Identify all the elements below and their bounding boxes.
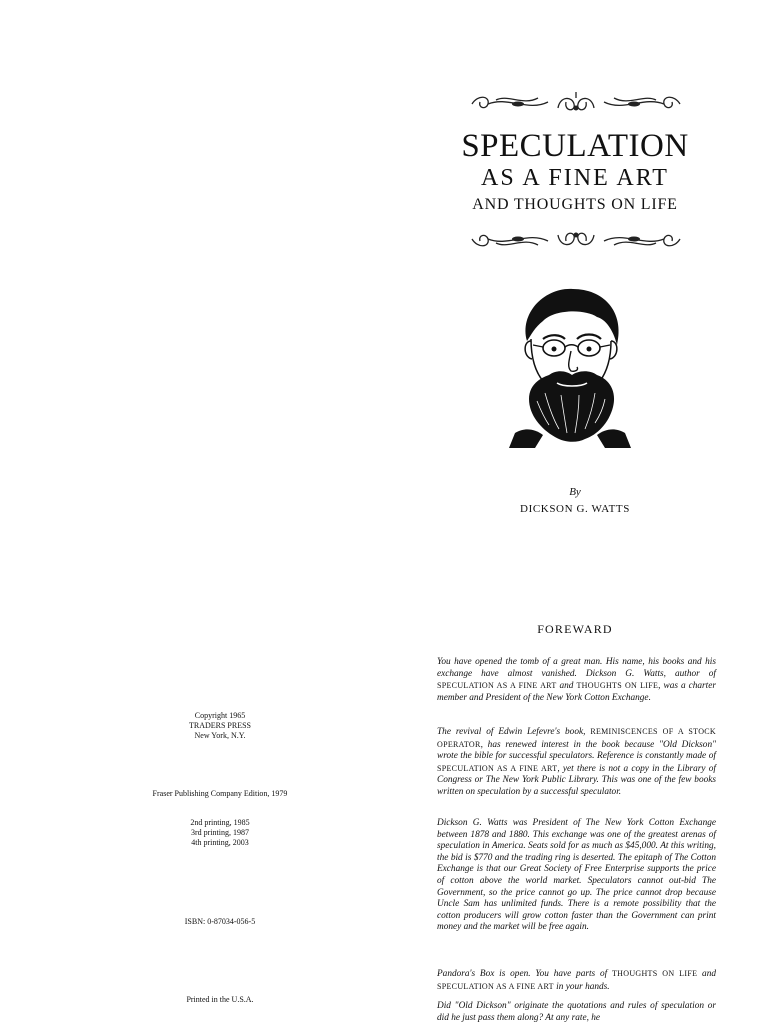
- by-line: By: [569, 486, 581, 498]
- copyright-line: Copyright 1965: [194, 711, 246, 720]
- top-ornament: [468, 90, 684, 116]
- author-name: DICKSON G. WATTS: [520, 503, 630, 515]
- book-title-ref: SPECULATION AS A FINE ART: [437, 981, 554, 991]
- book-title-ref: THOUGHTS ON LIFE: [576, 681, 659, 691]
- book-title-ref: REMINISCENCES OF A STOCK OPERATOR: [437, 727, 716, 749]
- copyright-block: [150, 711, 290, 741]
- book-title: SPECULATION: [461, 128, 689, 164]
- printed-in: Printed in the U.S.A.: [186, 995, 254, 1004]
- foreward-heading: FOREWARD: [537, 622, 613, 636]
- isbn: ISBN: 0-87034-056-5: [184, 917, 256, 926]
- foreward-paragraph-2: The revival of Edwin Lefevre's book, REMINISCENCES OF A STOCK OPERATOR, has renewed interest in the book because "Old Dickson" wrote the bible for successful speculators. Reference is constantly made of SPECULATION AS A FINE ART, yet there is not a copy in the Library of Congress or The New York Public Library. This was one of the few books written on speculation by a successful speculator.: [437, 727, 716, 797]
- book-title-ref: SPECULATION AS A FINE ART: [437, 681, 557, 691]
- book-title-ref: THOUGHTS ON LIFE: [611, 969, 698, 978]
- publisher-city: New York, N.Y.: [194, 731, 246, 740]
- foreward-paragraph-1: You have opened the tomb of a great man. His name, his books and his exchange have almost vanished. Dickson G. Watts, author of SPECULATION AS A FINE ART and THOUGHTS ON LIFE, was a charter member and President of the New York Cotton Exchange.: [437, 657, 716, 703]
- book-title-ref: SPECULATION AS A FINE ART: [437, 763, 558, 773]
- foreward-paragraph-5: Did "Old Dickson" originate the quotations and rules of speculation or did he just pass them along? At any rate, he: [437, 1001, 716, 1023]
- publisher-name: TRADERS PRESS: [188, 721, 252, 730]
- author-portrait: [505, 283, 635, 448]
- book-subtitle: AS A FINE ART: [481, 165, 669, 191]
- printing-history: 2nd printing, 1985 3rd printing, 1987 4th printing, 2003: [190, 818, 250, 847]
- edition-line: Fraser Publishing Company Edition, 1979: [152, 789, 288, 798]
- foreward-paragraph-3: Dickson G. Watts was President of The New York Cotton Exchange between 1878 and 1880. This exchange was one of the greatest arenas of speculation in America. Seats sold for as much as $45,000. At this writing, the bid is $770 and the trading ring is deserted. The epitaph of The Cotton Exchange is that our Great Society of Free Enterprise supports the price of cotton above the world market. Speculators cannot out-bid The Government, so the price cannot go up. The price cannot drop because Uncle Sam has unlimited funds. There is a remote possibility that the cotton producers will grow cotton faster than the Government can print money and the market will be free again.: [437, 818, 716, 933]
- book-subtitle-secondary: AND THOUGHTS ON LIFE: [472, 196, 678, 213]
- bottom-ornament: [468, 227, 684, 253]
- foreward-paragraph-4: Pandora's Box is open. You have parts of THOUGHTS ON LIFE and SPECULATION AS A FINE ART in your hands.: [437, 969, 716, 992]
